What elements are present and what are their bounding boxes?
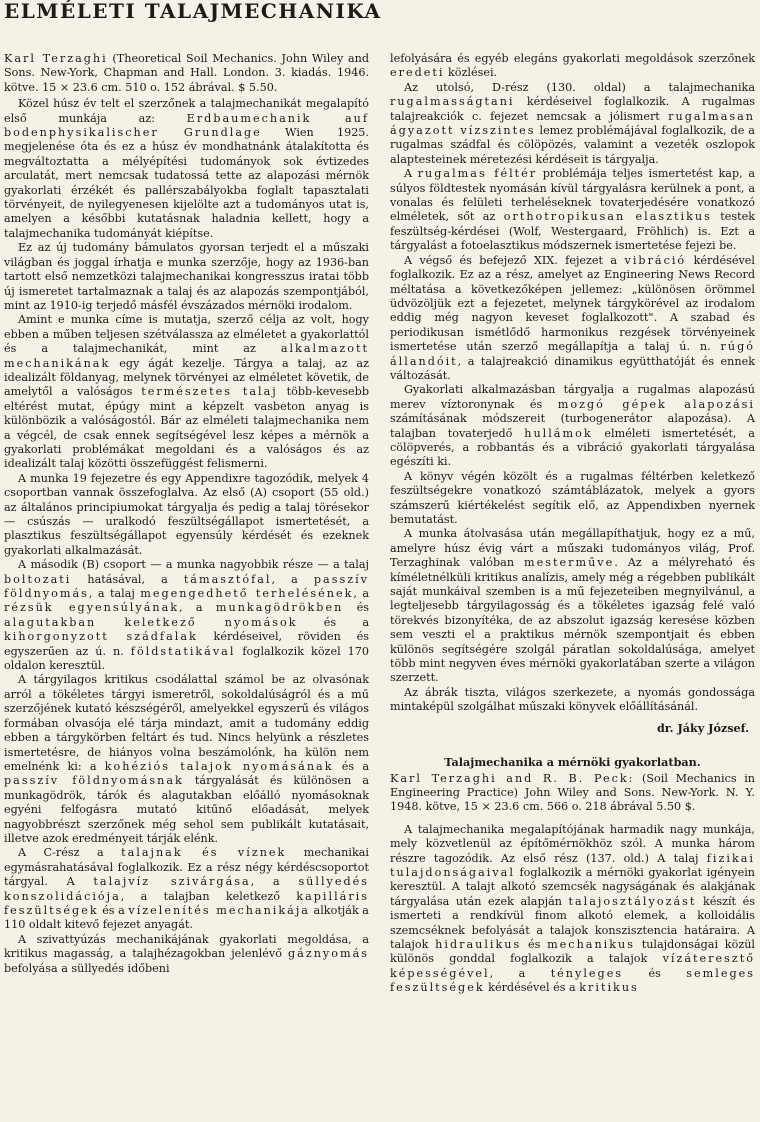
- paragraph: A rugalmas féltér problémája teljes ismertetést kap, a súlyos földtestek nyomásán kívül tárgyalásra kerülnek a pont, a vonalas és felületi terheléseknek tovaterjedésére vonatkozó elméletek, sőt az orthotropikusan elasztikus testek feszültség-kérdései (Wolf, Westergaard, Fröhlich) is. Ezt a tárgyalást a fotoelasztikus módszernek ismertetése fejezi be.: [390, 167, 755, 253]
- book-reference: Karl Terzaghi and R. B. Peck: (Soil Mechanics in Engineering Practice) John Wiley and Sons. New-York. N. Y. 1948. kötve, 15 × 23.6 cm. 566 o. 218 ábrával 5.50 $.: [390, 771, 755, 814]
- review-subtitle: Talajmechanika a mérnöki gyakorlatban.: [444, 755, 701, 770]
- left-column: [4, 52, 369, 976]
- page-title: ELMÉLETI TALAJMECHANIKA: [4, 0, 382, 23]
- paragraph: Ez az új tudomány bámulatos gyorsan terjedt el a műszaki világban és joggal írhatja e munka szerzője, hogy az 1936-ban tartott első nemzetközi talajmechanikai kongresszus iratai több új ismeretet tartalmaznak a talaj és az alapozás szempontjából, mint az 1910-ig terjedő másfél évszázados mérnöki irodalom.: [4, 241, 369, 312]
- paragraph: lefolyására és egyéb elegáns gyakorlati megoldások szerzőnek eredeti közlései.: [390, 52, 755, 80]
- signature: dr. Jáky József.: [656, 720, 749, 735]
- paragraph: A második (B) csoport — a munka nagyobbik része — a talaj boltozati hatásával, a támasztófal, a passzív földnyomás, a talaj megengedhető terhelésének, a rézsük egyensúlyának, a munkagödrökben és alagutakban keletkező nyomások és a kihorgonyzott szádfalak kérdéseivel, röviden és egyszerűen az ú. n. földstatikával foglalkozik közel 170 oldalon keresztül.: [4, 558, 369, 673]
- paragraph: A tárgyilagos kritikus csodálattal számol be az olvasónak arról a tökéletes tárgyi ismeretről, sokoldalúságról és a mű szerzőjének kutató készségéről, amelyekkel egyszerű és világos formában olvasója elé tárja mindazt, amit a tudomány eddig ebben a tárgykörben feltárt és tud. Nincs helyünk a részletes ismertetésre, de hiányos volna beszámolónk, ha külön nem emelnénk ki: a kohéziós talajok nyomásának és a passzív földnyomásnak tárgyalását és különösen a munkagödrök, tárók és alagutakban előálló nyomásoknak egyéni felfogásra mutató kitűnő előadását, melyek nagyobbrészt szerzőnek még sehol sem publikált kutatásait, illetve azok eredményeit tárják elénk.: [4, 673, 369, 845]
- paragraph: A C-rész a talajnak és víznek mechanikai egymásrahatásával foglalkozik. Ez a rész négy kérdéscsoportot tárgyal. A talajvíz szivárgása, a süllyedés konszolidációja, a talajban keletkező kapilláris feszültségek és a vízelenítés mechanikája alkotják a 110 oldalt kitevő fejezet anyagát.: [4, 846, 370, 932]
- paragraph: Az utolsó, D-rész (130. oldal) a talajmechanika rugalmasságtani kérdéseivel foglalkozik. A rugalmas talajreakciók c. fejezet nemcsak a jólismert rugalmasan ágyazott vízszintes lemez problémájával foglalkozik, de a rugalmas szádfal és cölöpözés, valamint a vezeték oszlopok alaptesteinek méretezési kérdéseit is tárgyalja.: [390, 80, 755, 166]
- paragraph: A munka 19 fejezetre és egy Appendixre tagozódik, melyek 4 csoportban vannak összefoglalva. Az első (A) csoport (55 old.) az általános principiumokat tárgyalja és pedig a talaj törésekor — csúszás — uralkodó feszültségállapot ismertetését, a plasztikus feszültségállapot egyensúly kérdését és ezeknek gyakorlati alkalmazását.: [4, 471, 369, 557]
- paragraph: Gyakorlati alkalmazásban tárgyalja a rugalmas alapozású merev víztoronynak és mozgó gépek alapozási számításának módszereit (turbogenerátor alapozása). A talajban tovaterjedő hullámok elméleti ismertetését, a cölöpverés, a robbantás és a vibráció gyakorlati tárgyalása egészíti ki.: [390, 383, 755, 469]
- paragraph: A talajmechanika megalapítójának harmadik nagy munkája, mely közvetlenül az építőmérnökhöz szól. A munka három részre tagozódik. Az első rész (137. old.) A talaj fizikai tulajdonságaival foglalkozik a mérnöki gyakorlat igényein keresztül. A talajt alkotó szemcsék nagyságának és alakjának tárgyalása után ezek alapján talajosztályozást készít és ismerteti a rendkívül finom alkotó elemek, a kolloidális szemcséknek befolyását a talajok konszisztencia határaira. A talajok hidraulikus és mechanikus tulajdonságai közül különös gonddal foglalkozik a talajok vízáteresztő képességével, a tényleges és semleges feszültségek kérdésével és a kritikus: [390, 822, 755, 995]
- paragraph: A könyv végén közölt és a rugalmas féltérben keletkező feszültségekre vonatkozó számtáblázatok, melyek a gyors számszerű kiértékelést segítik elő, az Appendixben nyernek bemutatást.: [390, 469, 755, 526]
- paragraph: Közel húsz év telt el szerzőnek a talajmechanikát megalapító első munkája az: Erdbaumechanik auf bodenphysikalischer Grundlage Wien 1925. megjelenése óta és ez a húsz év mondhatnánk átalakította és megváltoztatta a mélyépítési tudományok sok évtizedes arculatát, mert nemcsak tudatossá tette az alapozási mérnök gyakorlati érzékét és pallérszabályokba foglalt tapasztalati törvényeit, de nyilegyenesen kijelölte azt a tudományos utat is, amelyen a későbbi kutatásnak haladnia kellett, hogy a talajmechanika tudományát kiépítse.: [4, 97, 369, 240]
- paragraph: A végső és befejező XIX. fejezet a vibráció kérdésével foglalkozik. Ez az a rész, amelyet az Engineering News Record méltatása a következőképen jellemez: „különösen örömmel üdvözöljük ezt a fejezetet, melynek tárgykörével az irodalom eddig még nagyon keveset foglalkozott". A szabad és periodikusan ismétlődő harmonikus rezgések törvényeinek ismertetése után szerző megállapítja a talaj ú. n. rúgó állandóit, a talajreakció dinamikus együtthatóját és ennek változását.: [390, 253, 755, 382]
- book-reference: Karl Terzaghi (Theoretical Soil Mechanics. John Wiley and Sons. New-York, Chapman and Hall. London. 3. kiadás. 1946. kötve. 15 × 23.6 cm. 510 o. 152 ábrával. $ 5.50.: [4, 52, 369, 94]
- paragraph: A szivattyúzás mechanikájának gyakorlati megoldása, a kritikus magasság, a talajhézagokban jelenlévő gáznyomás befolyása a süllyedés időbeni: [4, 932, 369, 975]
- paragraph: Amint e munka címe is mutatja, szerző célja az volt, hogy ebben a műben teljesen szétválassza az elméletet a gyakorlattól és a talajmechanikát, mint az alkalmazott mechanikának egy ágát kezelje. Tárgya a talaj, az az idealizált földanyag, melynek törvényei az elméletet követik, de amelytől a valóságos természetes talaj több-kevesebb eltérést mutat, épúgy mint a képzelt vasbeton anyag is különbözik a valóságostól. Bár az elméleti talajmechanika nem a végcél, de csak ennek segítségével lesz képes a mérnök a gyakorlati problémákat megoldani és a valóságos és az idealizált talaj közötti összefüggést felismerni.: [4, 313, 370, 471]
- paragraph: A munka átolvasása után megállapíthatjuk, hogy ez a mű, amelyre húsz évig várt a műszaki tudományos világ, Prof. Terzaghinak valóban mesterműve. Az a mélyreható és kíméletnélküli kritikus analízis, amely még a régebben publikált saját munkáival szemben is a mű fejezeteiben megnyilvánul, a legteljesebb tárgyilagosság és a tökéletes igazság felé való törekvés bizonyítéka, de az abszolut igazság keresése közben sem veszti el a praktikus mérnök szempontjait és ebben különös segítségére szolgál páratlan sokoldalúsága, amelyet több mint negyven éves mérnöki gyakorlatában szerte a világon szerzett.: [390, 527, 755, 685]
- right-column: [390, 52, 755, 996]
- paragraph: Az ábrák tiszta, világos szerkezete, a nyomás gondossága mintaképül szolgálhat műszaki könyvek előállításánál.: [390, 685, 755, 714]
